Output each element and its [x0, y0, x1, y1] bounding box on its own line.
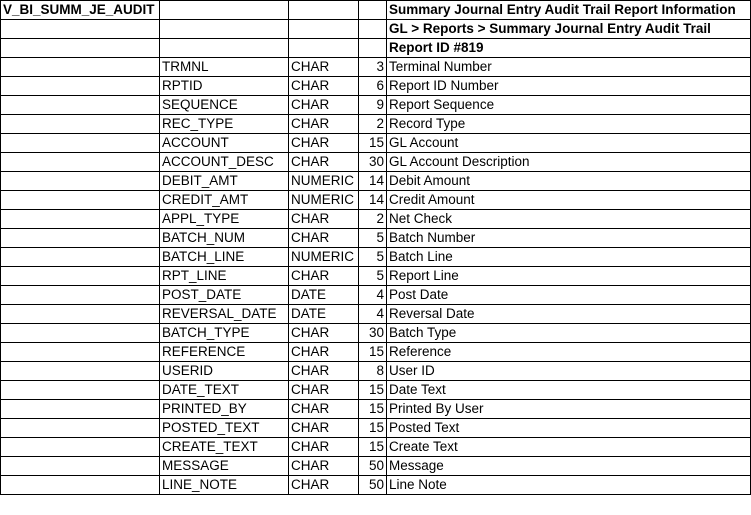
field-type-cell[interactable]: CHAR [289, 438, 359, 457]
header-row-report-id [1, 39, 751, 58]
blank-cell[interactable] [1, 58, 160, 77]
field-type-cell[interactable]: CHAR [289, 267, 359, 286]
field-length-cell[interactable]: 5 [359, 267, 387, 286]
field-description-cell[interactable]: Net Check [387, 210, 751, 229]
blank-cell[interactable] [1, 305, 160, 324]
field-length-cell[interactable]: 15 [359, 134, 387, 153]
field-description-cell[interactable]: Report ID Number [387, 77, 751, 96]
empty-cell[interactable] [359, 20, 387, 39]
field-length-cell[interactable]: 5 [359, 229, 387, 248]
field-name-cell[interactable]: REVERSAL_DATE [160, 305, 289, 324]
field-length-cell[interactable]: 50 [359, 457, 387, 476]
blank-cell[interactable] [1, 343, 160, 362]
field-name-cell[interactable]: APPL_TYPE [160, 210, 289, 229]
table-row [1, 134, 751, 153]
report-path-cell[interactable]: GL > Reports > Summary Journal Entry Audit Trail [387, 20, 751, 39]
blank-cell[interactable] [1, 457, 160, 476]
table-name-cell[interactable]: V_BI_SUMM_JE_AUDIT [1, 1, 160, 20]
field-name-cell[interactable]: TRMNL [160, 58, 289, 77]
table-row [1, 153, 751, 172]
field-length-cell[interactable]: 6 [359, 77, 387, 96]
field-type-cell[interactable]: CHAR [289, 457, 359, 476]
field-name-cell[interactable]: POST_DATE [160, 286, 289, 305]
field-length-cell[interactable]: 15 [359, 438, 387, 457]
empty-cell[interactable] [359, 1, 387, 20]
blank-cell[interactable] [1, 191, 160, 210]
empty-cell[interactable] [289, 1, 359, 20]
field-length-cell[interactable]: 14 [359, 191, 387, 210]
blank-cell[interactable] [1, 362, 160, 381]
table-row [1, 343, 751, 362]
header-row-title [1, 1, 751, 20]
table-row [1, 77, 751, 96]
field-description-cell[interactable]: Credit Amount [387, 191, 751, 210]
field-type-cell[interactable]: CHAR [289, 324, 359, 343]
blank-cell[interactable] [1, 267, 160, 286]
blank-cell[interactable] [1, 172, 160, 191]
blank-cell[interactable] [1, 134, 160, 153]
field-length-cell[interactable]: 15 [359, 419, 387, 438]
field-type-cell[interactable]: NUMERIC [289, 191, 359, 210]
field-name-cell[interactable]: DATE_TEXT [160, 381, 289, 400]
blank-cell[interactable] [1, 96, 160, 115]
table-row [1, 229, 751, 248]
field-name-cell[interactable]: ACCOUNT_DESC [160, 153, 289, 172]
field-name-cell[interactable]: POSTED_TEXT [160, 419, 289, 438]
field-description-cell[interactable]: Report Line [387, 267, 751, 286]
field-name-cell[interactable]: LINE_NOTE [160, 476, 289, 495]
field-description-cell[interactable]: Message [387, 457, 751, 476]
table-row [1, 419, 751, 438]
empty-cell[interactable] [160, 1, 289, 20]
empty-cell[interactable] [160, 39, 289, 58]
field-description-cell[interactable]: Post Date [387, 286, 751, 305]
field-length-cell[interactable]: 14 [359, 172, 387, 191]
field-name-cell[interactable]: SEQUENCE [160, 96, 289, 115]
field-type-cell[interactable]: CHAR [289, 476, 359, 495]
field-type-cell[interactable]: CHAR [289, 419, 359, 438]
field-name-cell[interactable]: PRINTED_BY [160, 400, 289, 419]
blank-cell[interactable] [1, 153, 160, 172]
field-name-cell[interactable]: REC_TYPE [160, 115, 289, 134]
field-type-cell[interactable]: DATE [289, 305, 359, 324]
field-type-cell[interactable]: CHAR [289, 115, 359, 134]
table-row [1, 438, 751, 457]
report-id-cell[interactable]: Report ID #819 [387, 39, 751, 58]
table-row [1, 58, 751, 77]
field-name-cell[interactable]: REFERENCE [160, 343, 289, 362]
blank-cell[interactable] [1, 419, 160, 438]
blank-cell[interactable] [1, 229, 160, 248]
table-row [1, 324, 751, 343]
blank-cell[interactable] [1, 210, 160, 229]
field-length-cell[interactable]: 2 [359, 210, 387, 229]
field-type-cell[interactable]: CHAR [289, 58, 359, 77]
field-description-cell[interactable]: Terminal Number [387, 58, 751, 77]
blank-cell[interactable] [1, 476, 160, 495]
field-length-cell[interactable]: 15 [359, 400, 387, 419]
blank-cell[interactable] [1, 400, 160, 419]
blank-cell[interactable] [1, 248, 160, 267]
field-description-cell[interactable]: Create Text [387, 438, 751, 457]
field-type-cell[interactable]: CHAR [289, 134, 359, 153]
field-description-cell[interactable]: Debit Amount [387, 172, 751, 191]
blank-cell[interactable] [1, 286, 160, 305]
blank-cell[interactable] [1, 324, 160, 343]
field-type-cell[interactable]: CHAR [289, 343, 359, 362]
table-row [1, 248, 751, 267]
table-row [1, 381, 751, 400]
table-row [1, 115, 751, 134]
table-row [1, 96, 751, 115]
field-description-cell[interactable]: GL Account Description [387, 153, 751, 172]
field-name-cell[interactable]: USERID [160, 362, 289, 381]
table-row [1, 267, 751, 286]
field-length-cell[interactable]: 50 [359, 476, 387, 495]
field-name-cell[interactable]: RPTID [160, 77, 289, 96]
field-description-cell[interactable]: Batch Line [387, 248, 751, 267]
field-name-cell[interactable]: MESSAGE [160, 457, 289, 476]
table-row [1, 210, 751, 229]
blank-cell[interactable] [1, 115, 160, 134]
field-length-cell[interactable]: 3 [359, 58, 387, 77]
field-name-cell[interactable]: RPT_LINE [160, 267, 289, 286]
field-type-cell[interactable]: CHAR [289, 77, 359, 96]
field-description-cell[interactable]: Report Sequence [387, 96, 751, 115]
blank-cell[interactable] [1, 381, 160, 400]
field-type-cell[interactable]: CHAR [289, 381, 359, 400]
field-description-cell[interactable]: Line Note [387, 476, 751, 495]
table-row [1, 362, 751, 381]
field-description-cell[interactable]: User ID [387, 362, 751, 381]
field-length-cell[interactable]: 2 [359, 115, 387, 134]
field-length-cell[interactable]: 8 [359, 362, 387, 381]
empty-cell[interactable] [359, 39, 387, 58]
field-name-cell[interactable]: DEBIT_AMT [160, 172, 289, 191]
empty-cell[interactable] [1, 20, 160, 39]
blank-cell[interactable] [1, 77, 160, 96]
table-row [1, 457, 751, 476]
field-length-cell[interactable]: 4 [359, 305, 387, 324]
field-description-cell[interactable]: Posted Text [387, 419, 751, 438]
field-name-cell[interactable]: CREDIT_AMT [160, 191, 289, 210]
field-length-cell[interactable]: 4 [359, 286, 387, 305]
table-row [1, 286, 751, 305]
field-length-cell[interactable]: 30 [359, 324, 387, 343]
field-length-cell[interactable]: 30 [359, 153, 387, 172]
field-description-cell[interactable]: Batch Number [387, 229, 751, 248]
field-name-cell[interactable]: CREATE_TEXT [160, 438, 289, 457]
empty-cell[interactable] [289, 20, 359, 39]
field-type-cell[interactable]: CHAR [289, 210, 359, 229]
table-row [1, 476, 751, 495]
field-type-cell[interactable]: CHAR [289, 362, 359, 381]
field-description-cell[interactable]: Reference [387, 343, 751, 362]
field-description-cell[interactable]: Date Text [387, 381, 751, 400]
table-row [1, 191, 751, 210]
field-length-cell[interactable]: 9 [359, 96, 387, 115]
field-type-cell[interactable]: CHAR [289, 96, 359, 115]
field-description-cell[interactable]: Printed By User [387, 400, 751, 419]
empty-cell[interactable] [289, 39, 359, 58]
blank-cell[interactable] [1, 438, 160, 457]
field-type-cell[interactable]: CHAR [289, 400, 359, 419]
field-description-cell[interactable]: GL Account [387, 134, 751, 153]
field-name-cell[interactable]: ACCOUNT [160, 134, 289, 153]
field-length-cell[interactable]: 5 [359, 248, 387, 267]
field-description-cell[interactable]: Batch Type [387, 324, 751, 343]
table-row [1, 172, 751, 191]
empty-cell[interactable] [160, 20, 289, 39]
field-type-cell[interactable]: CHAR [289, 229, 359, 248]
field-type-cell[interactable]: NUMERIC [289, 248, 359, 267]
field-name-cell[interactable]: BATCH_NUM [160, 229, 289, 248]
report-title-cell[interactable]: Summary Journal Entry Audit Trail Report Information [387, 1, 751, 20]
field-type-cell[interactable]: NUMERIC [289, 172, 359, 191]
table-row [1, 305, 751, 324]
field-type-cell[interactable]: DATE [289, 286, 359, 305]
field-length-cell[interactable]: 15 [359, 343, 387, 362]
field-description-cell[interactable]: Record Type [387, 115, 751, 134]
field-name-cell[interactable]: BATCH_TYPE [160, 324, 289, 343]
header-row-path [1, 20, 751, 39]
field-length-cell[interactable]: 15 [359, 381, 387, 400]
empty-cell[interactable] [1, 39, 160, 58]
table-row [1, 400, 751, 419]
field-description-cell[interactable]: Reversal Date [387, 305, 751, 324]
field-type-cell[interactable]: CHAR [289, 153, 359, 172]
field-name-cell[interactable]: BATCH_LINE [160, 248, 289, 267]
